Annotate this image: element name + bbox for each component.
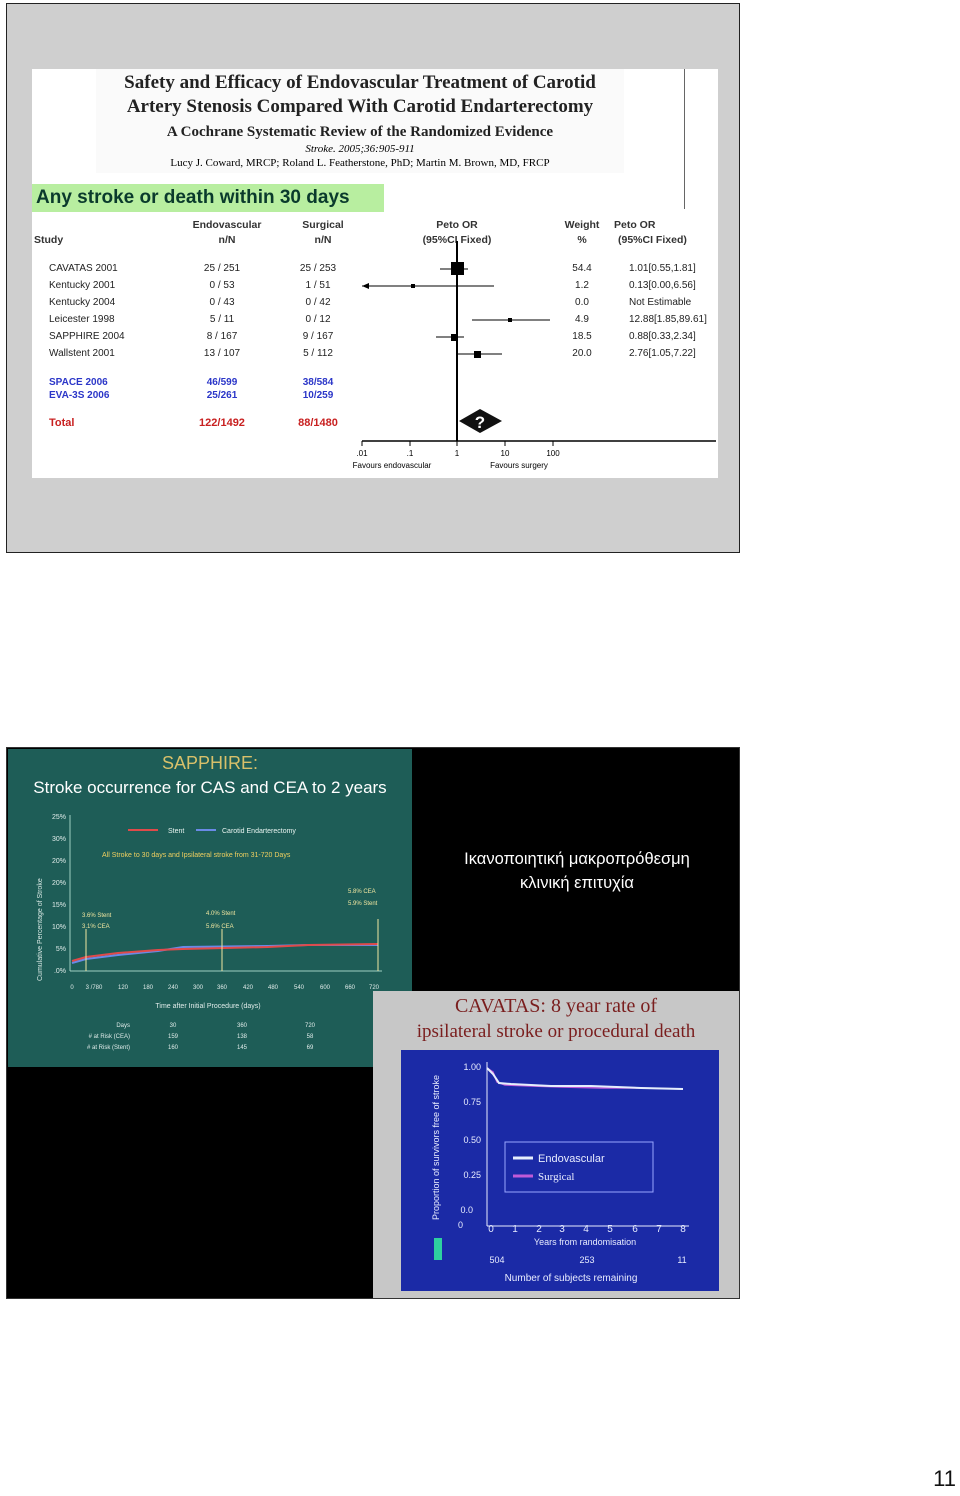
row-surg: 5 / 112 bbox=[303, 348, 333, 359]
paper-title-line1: Safety and Efficacy of Endovascular Treatment of Carotid bbox=[124, 72, 596, 93]
col-endo-1: Endovascular bbox=[192, 219, 262, 231]
col-peto-2: (95%CI Fixed) bbox=[422, 234, 492, 246]
risk-cea: 58 bbox=[306, 1034, 314, 1040]
cavatas-xtick: 0 bbox=[488, 1224, 494, 1235]
row-endo: 0 / 53 bbox=[209, 280, 235, 291]
sapphire-xtick: 660 bbox=[344, 985, 356, 991]
cavatas-xtick: 3 bbox=[559, 1224, 565, 1235]
paper-title-line2: Artery Stenosis Compared With Carotid Endarterectomy bbox=[126, 96, 594, 117]
cavatas-xtick: 7 bbox=[656, 1224, 662, 1235]
total-surg: 88/1480 bbox=[298, 417, 338, 429]
paper-authors: Lucy J. Coward, MRCP; Roland L. Featherstone, PhD; Martin M. Brown, MD, FRCP bbox=[170, 157, 550, 169]
sapphire-xtick: 540 bbox=[293, 985, 305, 991]
row-weight: 1.2 bbox=[575, 280, 589, 291]
cavatas-ytick: 0.25 bbox=[463, 1170, 481, 1180]
legend-cea-label: Carotid Endarterectomy bbox=[222, 828, 296, 835]
row-or: Not Estimable bbox=[629, 297, 692, 308]
col-surg-1: Surgical bbox=[302, 219, 344, 231]
sapphire-xtick: 240 bbox=[167, 985, 179, 991]
total-label: Total bbox=[49, 417, 75, 429]
extra-row-endo: 25/261 bbox=[206, 390, 238, 401]
cavatas-legend-box bbox=[505, 1142, 653, 1192]
risk-stent: 160 bbox=[167, 1045, 179, 1051]
legend-stent-label: Stent bbox=[168, 828, 185, 835]
sapphire-ylabel: Cumulative Percentage of Stroke bbox=[37, 878, 44, 981]
row-study: SAPPHIRE 2004 bbox=[49, 331, 125, 342]
legend-endo-label: Endovascular bbox=[538, 1153, 605, 1165]
caption-line-2: κλινική επιτυχία bbox=[520, 874, 634, 892]
sapphire-ytick: 10% bbox=[51, 924, 66, 931]
sapphire-ytick: .0% bbox=[53, 968, 66, 975]
sapphire-xtick: 600 bbox=[319, 985, 331, 991]
extra-row-study: EVA-3S 2006 bbox=[49, 390, 110, 401]
caption-line-1: Ικανοποιητική μακροπρόθεσμη bbox=[464, 850, 690, 868]
cavatas-xtick: 5 bbox=[607, 1224, 613, 1235]
col-endo-2: n/N bbox=[218, 234, 236, 246]
axis-tick-label: .01 bbox=[356, 449, 368, 458]
sapphire-ytick: 20% bbox=[51, 880, 66, 887]
row-weight: 0.0 bbox=[575, 297, 589, 308]
col-or-2: (95%CI Fixed) bbox=[618, 234, 687, 246]
cavatas-plot bbox=[401, 1050, 719, 1291]
axis-tick-label: 1 bbox=[454, 449, 460, 458]
risk-day: 720 bbox=[304, 1023, 316, 1029]
risk-header-days: Days bbox=[116, 1023, 130, 1029]
risk-header-cea: # at Risk (CEA) bbox=[88, 1034, 130, 1040]
annotation-30-stent: 3.6% Stent bbox=[82, 913, 112, 919]
annotation-30-cea: 3.1% CEA bbox=[82, 924, 110, 930]
page-number: 11 bbox=[933, 1466, 956, 1491]
slide-caption bbox=[414, 847, 740, 895]
row-or: 1.01[0.55,1.81] bbox=[629, 263, 696, 274]
risk-header-stent: # at Risk (Stent) bbox=[86, 1045, 130, 1051]
sapphire-xtick: 360 bbox=[216, 985, 228, 991]
row-or: 12.88[1.85,89.61] bbox=[629, 314, 707, 325]
sapphire-xtick: 0 bbox=[70, 985, 74, 991]
cavatas-ytick: 0.50 bbox=[463, 1135, 481, 1145]
cavatas-n-value: 504 bbox=[489, 1255, 505, 1265]
row-weight: 4.9 bbox=[575, 314, 589, 325]
outcome-title: Any stroke or death within 30 days bbox=[36, 187, 350, 208]
axis-tick-label: .1 bbox=[406, 449, 414, 458]
sapphire-ytick: 30% bbox=[51, 836, 66, 843]
cavatas-xtick: 1 bbox=[512, 1224, 518, 1235]
sapphire-xtick: 3 /780 bbox=[85, 985, 103, 991]
extra-row-study: SPACE 2006 bbox=[49, 377, 108, 388]
cavatas-xtick: 6 bbox=[632, 1224, 638, 1235]
sapphire-xtick: 480 bbox=[267, 985, 279, 991]
effect-box-sapphire bbox=[451, 334, 458, 341]
side-marker bbox=[434, 1238, 442, 1260]
cavatas-xtick: 2 bbox=[536, 1224, 542, 1235]
row-endo: 8 / 167 bbox=[206, 331, 238, 342]
favour-right-label: Favours surgery bbox=[490, 461, 548, 470]
cavatas-title-line2: ipsilateral stroke or procedural death bbox=[416, 1021, 696, 1042]
col-surg-2: n/N bbox=[314, 234, 332, 246]
cavatas-xlabel: Years from randomisation bbox=[533, 1237, 637, 1247]
row-surg: 25 / 253 bbox=[299, 263, 337, 274]
total-endo: 122/1492 bbox=[199, 417, 245, 429]
row-surg: 0 / 42 bbox=[305, 297, 331, 308]
summary-mark: ? bbox=[474, 413, 486, 432]
sapphire-xtick: 420 bbox=[242, 985, 254, 991]
risk-stent: 145 bbox=[236, 1045, 248, 1051]
cochrane-figure bbox=[32, 69, 718, 478]
risk-cea: 159 bbox=[167, 1034, 179, 1040]
row-study: Kentucky 2004 bbox=[49, 297, 116, 308]
annotation-360-stent: 4.0% Stent bbox=[206, 911, 236, 917]
cavatas-n-value: 253 bbox=[579, 1255, 595, 1265]
cavatas-ytick: 0.0 bbox=[460, 1205, 473, 1215]
col-peto-1: Peto OR bbox=[436, 219, 478, 231]
sapphire-xtick: 120 bbox=[117, 985, 129, 991]
risk-cea: 138 bbox=[236, 1034, 248, 1040]
cavatas-ytick: 1.00 bbox=[463, 1062, 481, 1072]
cavatas-chart-svg bbox=[401, 1050, 719, 1291]
risk-day: 360 bbox=[236, 1023, 248, 1029]
paper-subtitle: A Cochrane Systematic Review of the Randomized Evidence bbox=[166, 124, 554, 140]
row-endo: 0 / 43 bbox=[209, 297, 235, 308]
row-or: 0.88[0.33,2.34] bbox=[629, 331, 696, 342]
forest-plot-svg bbox=[32, 69, 718, 478]
effect-box-cavatas bbox=[451, 262, 464, 275]
annotation-360-cea: 5.6% CEA bbox=[206, 924, 234, 930]
row-surg: 9 / 167 bbox=[302, 331, 334, 342]
row-study: Kentucky 2001 bbox=[49, 280, 116, 291]
ci-arrow-left bbox=[362, 283, 369, 289]
axis-tick-label: 10 bbox=[500, 449, 510, 458]
col-weight-1: Weight bbox=[564, 219, 600, 231]
row-or: 0.13[0.00,6.56] bbox=[629, 280, 696, 291]
sapphire-title: SAPPHIRE: bbox=[161, 753, 259, 773]
sapphire-ytick: 15% bbox=[51, 902, 66, 909]
legend-surg-label: Surgical bbox=[538, 1171, 575, 1183]
col-or-1: Peto OR bbox=[614, 219, 656, 231]
extra-row-surg: 38/584 bbox=[302, 377, 334, 388]
cavatas-ytick: 0 bbox=[457, 1220, 463, 1230]
axis-tick-label: 100 bbox=[546, 449, 560, 458]
cavatas-n-value: 11 bbox=[677, 1255, 687, 1265]
cavatas-ylabel: Proportion of survivors free of stroke bbox=[431, 1074, 441, 1220]
row-surg: 1 / 51 bbox=[305, 280, 331, 291]
extra-row-surg: 10/259 bbox=[302, 390, 334, 401]
row-weight: 20.0 bbox=[572, 348, 592, 359]
row-weight: 18.5 bbox=[572, 331, 592, 342]
favour-left-label: Favours endovascular bbox=[352, 461, 432, 470]
effect-box-wallstent bbox=[474, 351, 481, 358]
row-surg: 0 / 12 bbox=[305, 314, 331, 325]
cavatas-n-label: Number of subjects remaining bbox=[504, 1273, 638, 1284]
risk-stent: 69 bbox=[306, 1045, 314, 1051]
cavatas-xtick: 4 bbox=[583, 1224, 589, 1235]
annotation-720-cea: 5.8% CEA bbox=[348, 889, 376, 895]
row-weight: 54.4 bbox=[572, 263, 592, 274]
sapphire-ytick: 5% bbox=[55, 946, 66, 953]
row-endo: 25 / 251 bbox=[203, 263, 241, 274]
effect-box-leicester bbox=[508, 318, 512, 322]
effect-box-kentucky-2001 bbox=[411, 284, 415, 288]
sapphire-ytick: 20% bbox=[51, 858, 66, 865]
sapphire-ytick: 25% bbox=[51, 814, 66, 821]
sapphire-note: All Stroke to 30 days and Ipsilateral stroke from 31-720 Days bbox=[102, 852, 291, 859]
row-study: Leicester 1998 bbox=[49, 314, 115, 325]
cavatas-title-line1: CAVATAS: 8 year rate of bbox=[454, 995, 658, 1017]
sapphire-xtick: 180 bbox=[142, 985, 154, 991]
sapphire-xtick: 720 bbox=[368, 985, 380, 991]
sapphire-panel bbox=[8, 749, 412, 1067]
sapphire-subtitle: Stroke occurrence for CAS and CEA to 2 years bbox=[33, 778, 387, 797]
sapphire-xlabel: Time after Initial Procedure (days) bbox=[155, 1003, 261, 1010]
row-study: CAVATAS 2001 bbox=[49, 263, 118, 274]
col-weight-2: % bbox=[577, 234, 587, 246]
row-endo: 13 / 107 bbox=[203, 348, 241, 359]
paper-citation: Stroke. 2005;36:905-911 bbox=[305, 143, 415, 155]
row-study: Wallstent 2001 bbox=[49, 348, 115, 359]
cavatas-xtick: 8 bbox=[680, 1224, 686, 1235]
cavatas-ytick: 0.75 bbox=[463, 1097, 481, 1107]
row-or: 2.76[1.05,7.22] bbox=[629, 348, 696, 359]
extra-row-endo: 46/599 bbox=[206, 377, 238, 388]
risk-day: 30 bbox=[169, 1023, 177, 1029]
sapphire-chart-svg bbox=[8, 749, 412, 1067]
col-study: Study bbox=[34, 234, 64, 246]
row-endo: 5 / 11 bbox=[209, 314, 235, 325]
sapphire-xtick: 300 bbox=[192, 985, 204, 991]
annotation-720-stent: 5.9% Stent bbox=[348, 901, 378, 907]
